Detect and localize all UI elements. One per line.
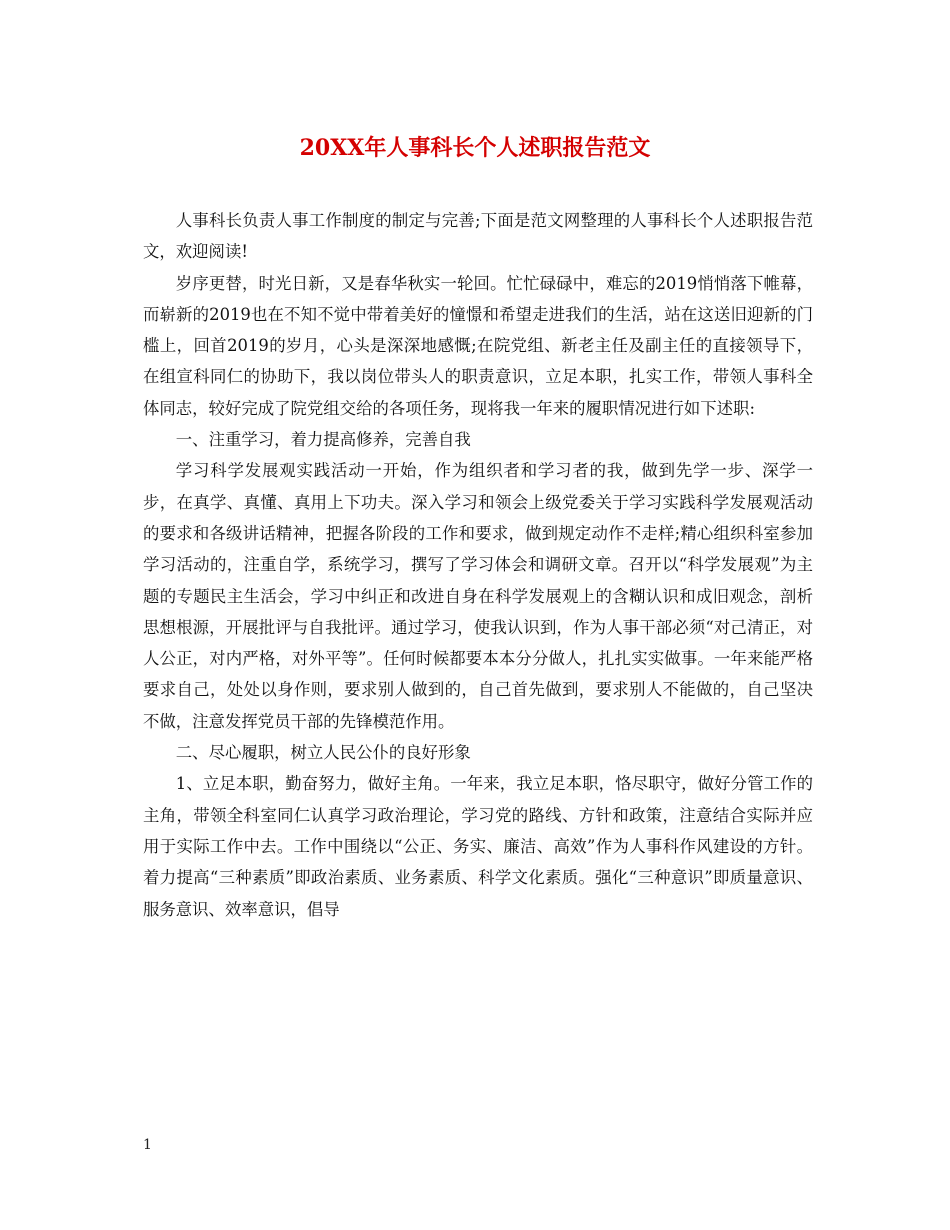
intro-paragraph: 人事科长负责人事工作制度的制定与完善;下面是范文网整理的人事科长个人述职报告范文，欢迎阅读! <box>143 211 813 262</box>
body-paragraph: 学习科学发展观实践活动一开始，作为组织者和学习者的我，做到先学一步、深学一步，在真学、真懂、真用上下功夫。深入学习和领会上级党委关于学习实践科学发展观活动的要求和各级讲话精神，把握各阶段的工作和要求，做到规定动作不走样;精心组织科室参加学习活动的，注重自学，系统学习，撰写了学习体会和调研文章。召开以“科学发展观”为主题的专题民主生活会，学习中纠正和改进自身在科学发展观上的含糊认识和成旧观念，剖析思想根源，开展批评与自我批评。通过学习，使我认识到，作为人事干部必须“对己清正，对人公正，对内严格，对外平等”。任何时候都要本本分分做人，扎扎实实做事。一年来能严格要求自己，处处以身作则，要求别人做到的，自己首先做到，要求别人不能做的，自己坚决不做，注意发挥党员干部的先锋模范作用。 <box>143 461 813 731</box>
page-number: 1 <box>143 1137 152 1153</box>
document-body <box>143 205 813 925</box>
body-paragraph: 1、立足本职，勤奋努力，做好主角。一年来，我立足本职，恪尽职守，做好分管工作的主角，带领全科室同仁认真学习政治理论，学习党的路线、方针和政策，注意结合实际并应用于实际工作中去。工作中围绕以“公正、务实、廉洁、高效”作为人事科作风建设的方针。着力提高“三种素质”即政治素质、业务素质、科学文化素质。强化“三种意识”即质量意识、服务意识、效率意识，倡导 <box>143 774 813 919</box>
body-paragraph: 岁序更替，时光日新，又是春华秋实一轮回。忙忙碌碌中，难忘的2019悄悄落下帷幕，而崭新的2019也在不知不觉中带着美好的憧憬和希望走进我们的生活，站在这送旧迎新的门槛上，回首2019的岁月，心头是深深地感慨;在院党组、新老主任及副主任的直接领导下，在组宣科同仁的协助下，我以岗位带头人的职责意识，立足本职，扎实工作，带领人事科全体同志，较好完成了院党组交给的各项任务，现将我一年来的履职情况进行如下述职: <box>143 273 813 418</box>
section-heading: 一、注重学习，着力提高修养，完善自我 <box>175 430 471 450</box>
section-heading: 二、尽心履职，树立人民公仆的良好形象 <box>175 743 471 763</box>
document-title: 20XX年人事科长个人述职报告范文 <box>299 135 651 161</box>
